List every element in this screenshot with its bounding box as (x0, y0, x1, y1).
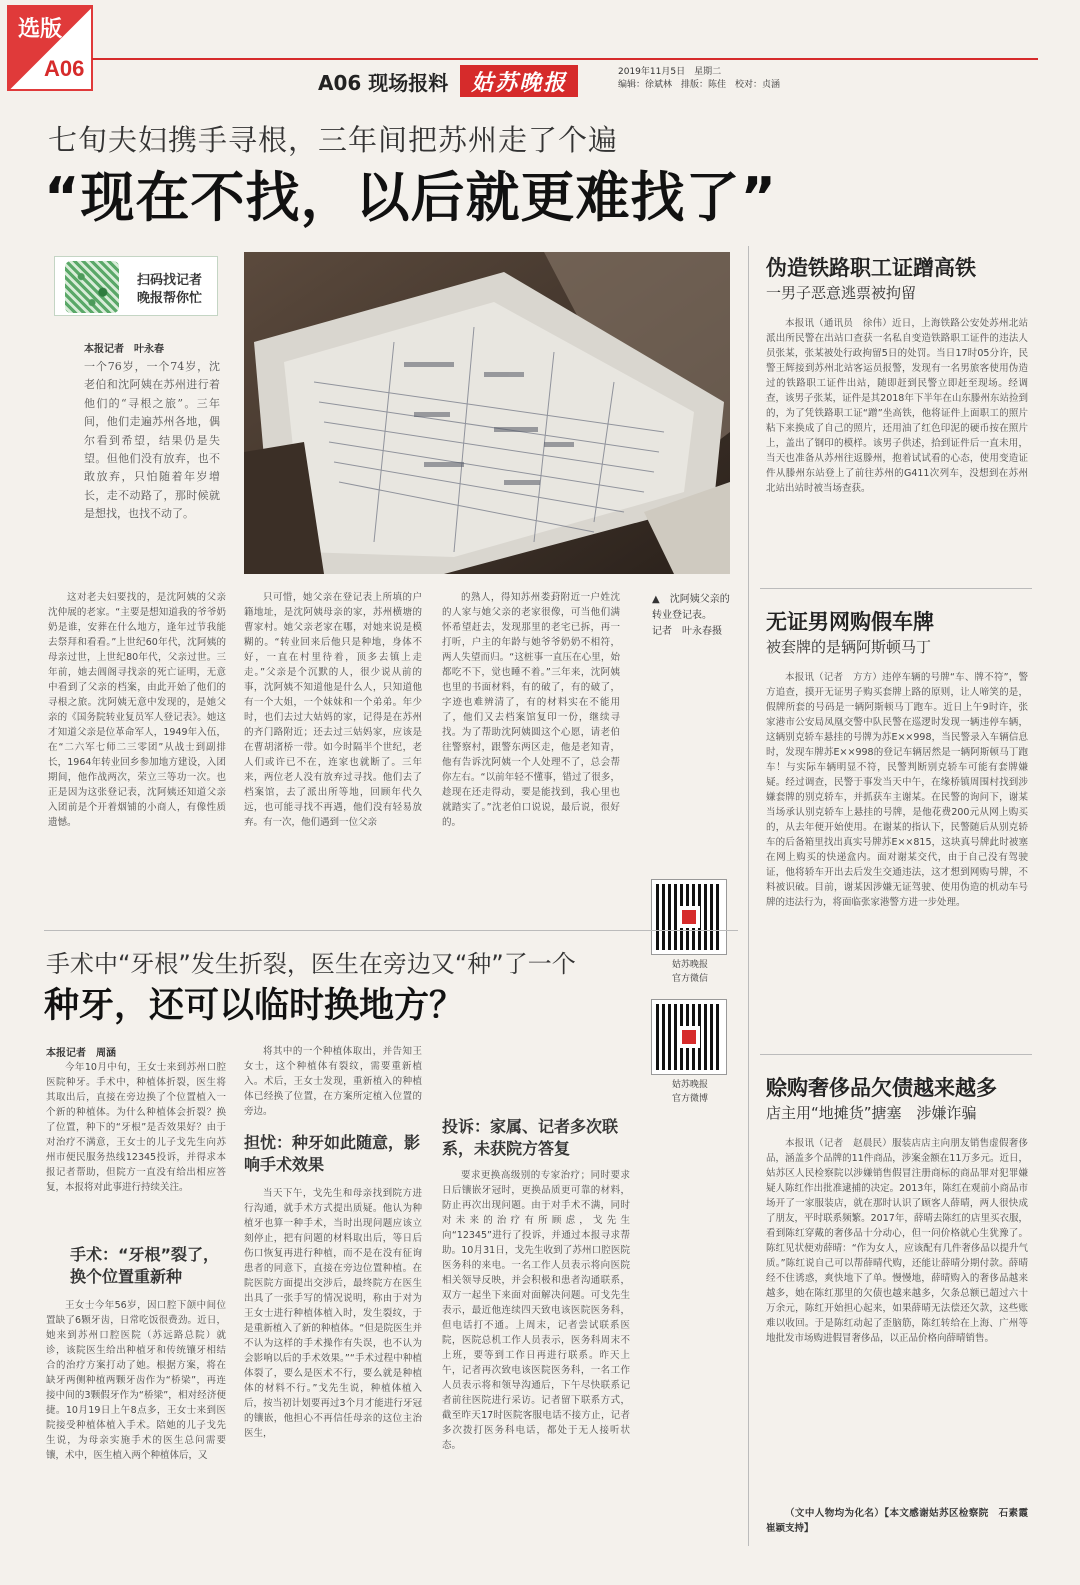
corner-tag (8, 6, 92, 90)
story2-col1-text: 王女士今年56岁，因口腔下颌中间位置缺了6颗牙齿，日常吃饭很费劲。近日，她来到苏州口腔医院（苏远路总院）就诊，该院医生给出种植牙和传统镶牙相结合的治疗方案打动了她。根据方案，将在缺牙两侧种植两颗牙齿作为“桥梁”，再连接中间的3颗假牙作为“桥梁”，相对经济便捷。10月19日上午8点多，王女士来到医院接受种植体植入手术。陪她的儿子戈先生说，为母亲实施手术的医生总问需要镶，术中，医生植入两个种植体后，又 (46, 1300, 226, 1461)
tag-page-number: A06 (44, 56, 85, 81)
issue-date: 2019年11月5日 星期二 (618, 67, 722, 77)
section-rule (760, 1054, 1032, 1055)
qr-caption-1: 姑苏晚报 (671, 1080, 708, 1090)
right3-subtitle: 店主用“地摊货”搪塞 涉嫌诈骗 (766, 1104, 977, 1122)
qr-code-icon[interactable] (652, 880, 726, 954)
staff-credits: 编辑：徐斌林 排版：陈佳 校对：贞涵 (618, 80, 781, 90)
scan-text-2: 晚报帮你忙 (137, 291, 203, 306)
story2-byline: 本报记者 周涵 (46, 1048, 116, 1059)
story2-intro-text: 今年10月中旬，王女士来到苏州口腔医院种牙。手术中，种植体折裂，医生将其取出后，直接在旁边换了个位置植入一个新的种植体。为什么种植体会折裂？换了位置，种下的“牙根”是否效果好？由于对治疗不满意，王女士的儿子戈先生向苏州市便民服务热线12345投诉，并得求本报记者帮助，但院方一直没有给出相应答复，本报将对此事进行持续关注。 (46, 1062, 226, 1193)
photo-of-documents (244, 252, 730, 574)
main-headline: “现在不找，以后就更难找了” (44, 166, 777, 229)
story2-subhead-2: 担忧：种牙如此随意，影响手术效果 (244, 1133, 421, 1174)
right1-body (766, 316, 1028, 576)
right3-title: 赊购奢侈品欠债越来越多 (766, 1076, 997, 1100)
story2-subhead-1: 手术：“牙根”裂了，换个位置重新种 (70, 1245, 220, 1286)
right1-title: 伪造铁路职工证蹭高铁 (766, 256, 976, 280)
top-rule (92, 58, 1038, 60)
scan-reporter-box[interactable] (54, 256, 218, 316)
section-rule (44, 930, 738, 931)
main-kicker: 七旬夫妇携手寻根，三年间把苏州走了个遍 (48, 123, 619, 157)
qr-weibo[interactable] (652, 1000, 728, 1106)
main-col3-text: 的熟人，得知苏州娄葑附近一户姓沈的人家与她父亲的老家很像，可当他们满怀希望赶去，发现那里的老宅已拆，再一打听，户主的年龄与她爷爷奶奶不相符，两人失望而归。“这桩事一直压在心里，始都吃不下，觉也睡不着。”三年来，沈阿姨也里的书面材料，有的破了，有的破了，字迹也难辨清了，有的材料实在不能用了，他们又去档案馆复印一份，继续寻找。为了帮助沈阿姨圆这个心愿，请老伯往警察村，跟警东两区走，他是老知青，他有告诉沈阿姨一个人处理不了，总会帮你左右。“以前年轻不懂事，错过了很多，趁现在还走得动，要是能找到，我心里也就踏实了。”沈老伯口说说，最后说，很好的。 (442, 592, 620, 828)
story2-kicker: 手术中“牙根”发生折裂，医生在旁边又“种”了一个 (46, 950, 576, 978)
masthead (318, 66, 578, 96)
main-lede: 一个76岁，一个74岁，沈老伯和沈阿姨在苏州进行着他们的“寻根之旅”。三年间，他们走遍苏州各地，偶尔看到希望，结果仍是失望。但他们没有放弃，也不敢放弃，只怕随着年岁增长，走不动路了，那时候就是想找，也找不动了。 (84, 360, 220, 521)
right2-text: 本报讯（记者 方方）违停车辆的号牌“车、牌不符”，警方追查，摸开无证男子购买套牌上路的原则，让人啼笑的是，假牌所套的号码是一辆阿斯顿马丁跑车。近日上午9时许，张家港市公安局凤凰交警中队民警在巡逻时发现一辆违停车辆，这辆别克轿车悬挂的号牌为苏E××998，当民警录入车辆信息时，发现车牌苏E××998的登记车辆居然是一辆阿斯顿马丁跑车！与实际车辆明显不符，民警判断别克轿车可能有套牌嫌疑。经过调查，民警于事发当天中午，在缘桥镇周围村找到涉嫌套牌的别克轿车，并抓获车主谢某。在民警的询问下，谢某当场承认别克轿车上悬挂的号牌，是他花费200元从网上购买的，从去年便开始使用。在谢某的指认下，民警随后从别克轿车的后备箱里找出真实号牌苏E××815，这块真号牌此时被塞在网上购买的快递盒内。面对谢某交代，由于自己没有驾驶证，他将轿车开出去后发生交通违法，这才想到网购号牌，不料被识破。目前，谢某因涉嫌无证驾驶、使用伪造的机动车号牌的违法行为，将面临张家港警方进一步处理。 (766, 672, 1028, 908)
right1-subtitle: 一男子恶意逃票被拘留 (766, 284, 917, 302)
column-divider (748, 246, 749, 1546)
qr-caption-2: 官方微信 (671, 974, 708, 984)
qr-wechat[interactable] (652, 880, 728, 986)
story2-col2b-text: 当天下午，戈先生和母亲找到院方进行沟通，就手术方式提出质疑。他认为种植牙也算一种手术，当时出现问题应该立刻停止，把有问题的材料取出后，等日后伤口恢复再进行种植，而不是在没有征询患者的同意下，直接在旁边位置种植。在院医院方面提出交涉后，最终院方在医生出具了一张手写的情况说明，称由于对为王女士进行种植体植入时，发生裂纹，于是重新植入了新的种植体。“但是院医生并不认为这样的手术操作有失误，也不认为会影响以后的手术效果。”“手术过程中种植体裂了，要么是医术不行，要么就是种植体的材料不行。”戈先生说，种植体植入后，按当初计划要再过3个月才能进行牙冠的镶嵌，他担心不再信任母亲的这位主治医生， (244, 1188, 422, 1439)
story2-column-1 (46, 1298, 226, 1554)
footnote-text: （文中人物均为化名）【本文感谢姑苏区检察院 石素霞 崔颖支持】 (766, 1508, 1038, 1534)
section-rule (760, 588, 1032, 589)
story2-headline: 种牙，还可以临时换地方？ (44, 986, 465, 1026)
main-col2-text: 只可惜，她父亲在登记表上所填的户籍地址，是沈阿姨母亲的家，苏州横塘的曹家村。她父亲老家在哪，对她来说是模糊的。“转业回来后他只是种地，身体不好，一直在村里待着，顶多去镇上走走。”父亲是个沉默的人，很少说从前的事，沈阿姨不知道他是什么人，只知道他有一个大姐，一个妹妹和一个弟弟。年少时，也们去过大姑妈的家，记得是在苏州的齐门路附近；还去过三姑妈家，应该是在曹胡渚桥一带。如今时隔半个世纪，老人们或许已不在，连家也就断了。三年来，两位老人没有放弃过寻找。他们去了档案馆，去了派出所等地，回顾年代久远，也可能寻找不再遇，他们没有轻易放弃。有一次，他们遇到一位父亲 (244, 592, 422, 828)
story2-subhead-3: 投诉：家属、记者多次联系，未获院方答复 (442, 1117, 619, 1158)
right2-title: 无证男网购假车牌 (766, 610, 934, 634)
main-column-3 (442, 590, 620, 910)
qr-code-icon[interactable] (652, 1000, 726, 1074)
right3-text: 本报讯（记者 赵晨民）服装店店主向朋友销售虚假奢侈品，涵盖多个品牌的11件商品，涉案金额在11万多元。近日，姑苏区人民检察院以涉嫌销售假冒注册商标的商品罪对犯罪嫌疑人陈红作出批准逮捕的决定。2013年，陈红在观前小商品市场开了一家服装店，就在那时认识了顾客人薛晴，两人很快成了朋友，平时联系频繁。2017年，薛晴去陈红的店里买衣服，看到陈红穿戴的奢侈品十分动心，但一问价格就心生犹豫了。陈红见状便劝薛晴：“作为女人，应该配有几件奢侈品以提升气质。”陈红说自己可以帮薛晴代购，还能让薛晴分期付款。薛晴经不住诱惑，爽快地下了单。慢慢地，薛晴购入的奢侈品越来越多，她在陈红那里的欠债也越来越多，欠条总额已超过六十万余元，陈红开始担心起来，如果薛晴无法偿还欠款，这些账难以收回。于是陈红动起了歪脑筋，陈红转给在上海、广州等地批发市场购进假冒奢侈品，以正品价格向薛晴销售。 (766, 1138, 1028, 1344)
newspaper-logo: 姑苏晚报 (460, 65, 578, 97)
right2-body (766, 670, 1028, 1042)
story2-column-2b (244, 1186, 422, 1554)
qr-caption-2: 官方微博 (671, 1094, 708, 1104)
tag-selected: 选版 (18, 17, 63, 42)
right3-body (766, 1136, 1028, 1500)
qr-code-icon[interactable] (65, 261, 119, 313)
scan-text-1: 扫码找记者 (137, 273, 203, 288)
main-column-2 (244, 590, 422, 910)
footnote (766, 1506, 1038, 1540)
story2-column-3 (442, 1168, 630, 1554)
story2-col2a-text: 将其中的一个种植体取出，并告知王女士，这个种植体有裂纹，需要重新植入。术后，王女士发现，重新植入的种植体已经换了位置，在方案所定植入位置的旁边。 (244, 1046, 422, 1117)
right1-text: 本报讯（通讯员 徐伟）近日，上海铁路公安处苏州北站派出所民警在出站口查获一名私自变造铁路职工证件的违法人员张某，张某被处行政拘留5日的处罚。当日17时05分许，民警王辉接到苏州北站客运员报警，发现有一名男旅客使用伪造过的铁路职工证件出站，随即赶到民警立即赶至现场。经调查，该男子张某，证件是其2018年下半年在山东滕州东站捡到的，为了凭铁路职工证“蹭”坐高铁，他将证件上面职工的照片粘下来换成了自己的照片，还用油了红色印泥的硬币按在照片上，盖出了钢印的模样。该男子供述，拾到证件后一直未用，当天也准备从苏州往返滕州，抱着试试看的心态，使用变造证件从滕州东站登上了前往苏州的G411次列车，没想到在苏州北站出站时被当场查获。 (766, 318, 1028, 494)
section-title: A06 现场报料 (318, 70, 449, 95)
story2-column-2a (244, 1044, 422, 1124)
story2-col3-text: 要求更换高级别的专家治疗；同时要求日后镶嵌牙冠时，更换品质更可靠的材料，防止再次出现问题。由于对手术不满，同时对未来的治疗有所顾虑，戈先生向“12345”进行了投诉，并通过本报寻求帮助。10月31日，戈先生收到了苏州口腔医院医务科的来电。一名工作人员表示将向医院相关领导反映，并会积极和患者沟通联系，双方一起坐下来面对面解决问题。可戈先生表示，最近他连续四天致电该医院医务科，但电话打不通。上周末，记者尝试联系医院，医院总机工作人员表示，医务科周末不上班，要等到工作日再进行联系。昨天上午，记者再次致电该医院医务科，一名工作人员表示将和领导沟通后，下午尽快联系记者前往医院进行采访。记者留下联系方式，截至昨天17时医院客服电话不接方止，记者多次拨打医务科电话，都处于无人接听状态。 (442, 1170, 630, 1451)
main-col1-text: 这对老夫妇要找的，是沈阿姨的父亲沈仲展的老家。“主要是想知道我的爷爷奶奶是谁，安葬在什么地方，逢年过节我能去祭拜和看看。”上世纪60年代，沈阿姨的母亲过世，上世纪80年代，父亲过世。三年前，她去阊阁寻找亲的死亡证明，无意中看到了父亲的档案，由此开始了他们的寻根之旅。沈阿姨无意中发现的，是她父亲的《国务院转业复员军人登记表》。她这才知道父亲是位革命军人，1949年入伍，在“二六军七师二三零团”从战士到副排长，1964年转业回乡参加地方建设，入团期间，他作战两次，荣立三等功一次。也正是因为这张登记表，沈阿姨还知道父亲入团前是个开着烟铺的小商人，有像性质遗憾。 (48, 592, 226, 828)
main-column-1 (48, 590, 226, 910)
main-byline: 本报记者 叶永春 (84, 344, 164, 355)
masthead-meta (618, 66, 780, 92)
story2-intro (46, 1060, 226, 1234)
right2-subtitle: 被套牌的是辆阿斯顿马丁 (766, 638, 932, 656)
qr-caption-1: 姑苏晚报 (671, 960, 708, 970)
photo-caption: ▲ 沈阿姨父亲的转业登记表。 记者 叶永春摄 (652, 594, 730, 637)
